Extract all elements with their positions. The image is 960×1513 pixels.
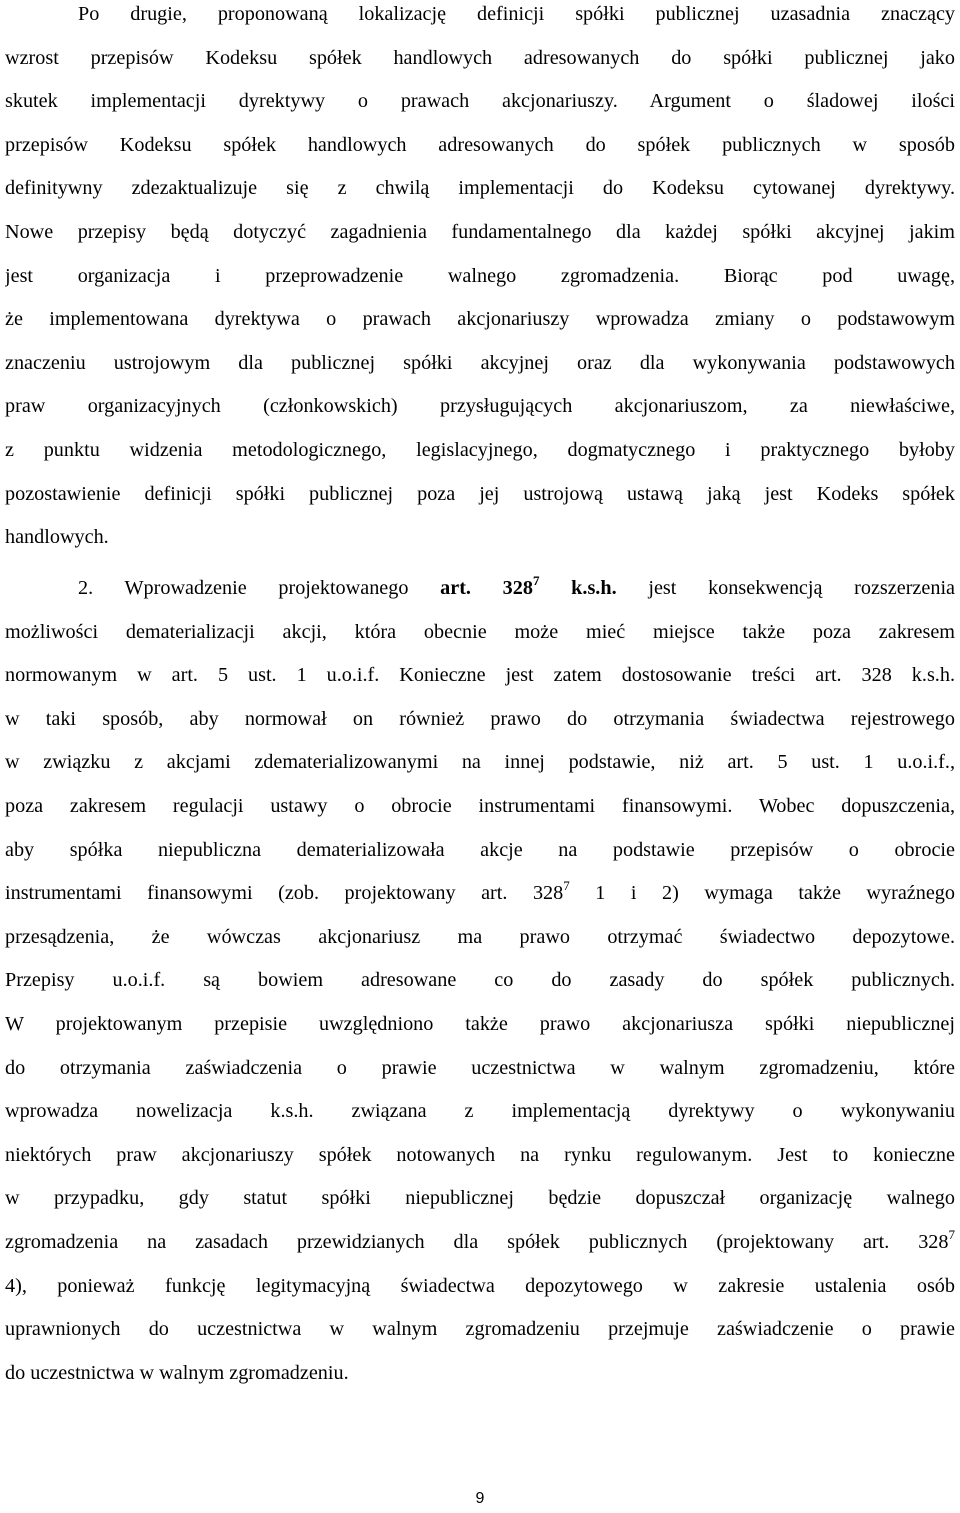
text-line: aby spółka niepubliczna dematerializowała akcje na podstawie przepisów o obrocie xyxy=(5,838,955,861)
text-line: handlowych. xyxy=(5,526,109,549)
text-line: Po drugie, proponowaną lokalizację definicji spółki publicznej uzasadnia znaczący xyxy=(78,3,955,25)
text-line: z punktu widzenia metodologicznego, legislacyjnego, dogmatycznego i praktycznego byłoby xyxy=(5,438,955,461)
text-line: W projektowanym przepisie uwzględniono także prawo akcjonariusza spółki niepublicznej xyxy=(5,1012,955,1035)
text-line: poza zakresem regulacji ustawy o obrocie instrumentami finansowymi. Wobec dopuszczenia, xyxy=(5,794,955,817)
text-fragment: zgromadzenia na zasadach przewidzianych dla spółek publicznych (projektowany art. 328 xyxy=(5,1230,949,1253)
text-line: jest organizacja i przeprowadzenie walnego zgromadzenia. Biorąc pod uwagę, xyxy=(5,264,955,287)
text-line: możliwości dematerializacji akcji, która obecnie może mieć miejsce także poza zakresem xyxy=(5,620,955,643)
page-number: 9 xyxy=(475,1490,485,1507)
text-line: uprawnionych do uczestnictwa w walnym zgromadzeniu przejmuje zaświadczenie o prawie xyxy=(5,1318,955,1341)
text-line: w przypadku, gdy statut spółki niepublicznej będzie dopuszczał organizację walnego xyxy=(5,1187,955,1210)
text-line: Nowe przepisy będą dotyczyć zagadnienia fundamentalnego dla każdej spółki akcyjnej jakim xyxy=(5,220,955,243)
text-line: do otrzymania zaświadczenia o prawie uczestnictwa w walnym zgromadzeniu, które xyxy=(5,1056,955,1079)
text-line: pozostawienie definicji spółki publicznej poza jej ustrojową ustawą jaką jest Kodeks spółek xyxy=(5,482,955,505)
text-line: wprowadza nowelizacja k.s.h. związana z implementacją dyrektywy o wykonywaniu xyxy=(5,1100,955,1123)
text-line: Przepisy u.o.i.f. są bowiem adresowane co do zasady do spółek publicznych. xyxy=(5,969,955,992)
text-line-with-superscript xyxy=(5,1221,955,1265)
text-line: w związku z akcjami zdematerializowanymi na innej podstawie, niż art. 5 ust. 1 u.o.i.f., xyxy=(5,751,955,774)
text-line: praw organizacyjnych (członkowskich) przysługujących akcjonariuszom, za niewłaściwe, xyxy=(5,395,955,418)
document-page xyxy=(5,0,955,1513)
paragraph-1 xyxy=(5,0,955,560)
superscript: 7 xyxy=(948,1226,955,1242)
code-abbreviation: k.s.h. xyxy=(539,577,617,599)
text-fragment: jest konsekwencją rozszerzenia xyxy=(616,577,955,599)
text-line: definitywny zdezaktualizuje się z chwilą implementacji do Kodeksu cytowanej dyrektywy. xyxy=(5,177,955,200)
text-line-with-superscript xyxy=(5,872,955,916)
text-line: wzrost przepisów Kodeksu spółek handlowych adresowanych do spółki publicznej jako xyxy=(5,46,955,69)
text-fragment: instrumentami finansowymi (zob. projektowany art. 328 xyxy=(5,882,564,905)
text-line: znaczeniu ustrojowym dla publicznej spółki akcyjnej oraz dla wykonywania podstawowych xyxy=(5,351,955,374)
text-line: że implementowana dyrektywa o prawach akcjonariuszy wprowadza zmiany o podstawowym xyxy=(5,308,955,331)
text-line-with-reference xyxy=(5,567,955,611)
text-fragment: 2. Wprowadzenie projektowanego xyxy=(78,577,441,599)
text-line: normowanym w art. 5 ust. 1 u.o.i.f. Konieczne jest zatem dostosowanie treści art. 328 k.s.h. xyxy=(5,664,955,687)
article-reference: art. 328 xyxy=(440,577,533,599)
text-line: skutek implementacji dyrektywy o prawach akcjonariuszy. Argument o śladowej ilości xyxy=(5,90,955,113)
superscript: 7 xyxy=(563,878,570,894)
paragraph-2 xyxy=(5,567,955,1395)
text-line: przepisów Kodeksu spółek handlowych adresowanych do spółek publicznych w sposób xyxy=(5,133,955,156)
text-line: przesądzenia, że wówczas akcjonariusz ma prawo otrzymać świadectwo depozytowe. xyxy=(5,925,955,948)
text-line: niektórych praw akcjonariuszy spółek notowanych na rynku regulowanym. Jest to konieczne xyxy=(5,1143,955,1166)
text-fragment: 1 i 2) wymaga także wyraźnego xyxy=(569,882,955,905)
text-line: do uczestnictwa w walnym zgromadzeniu. xyxy=(5,1361,349,1384)
text-line: w taki sposób, aby normował on również prawo do otrzymania świadectwa rejestrowego xyxy=(5,707,955,730)
superscript: 7 xyxy=(532,573,540,588)
text-line: 4), ponieważ funkcję legitymacyjną świadectwa depozytowego w zakresie ustalenia osób xyxy=(5,1274,955,1297)
